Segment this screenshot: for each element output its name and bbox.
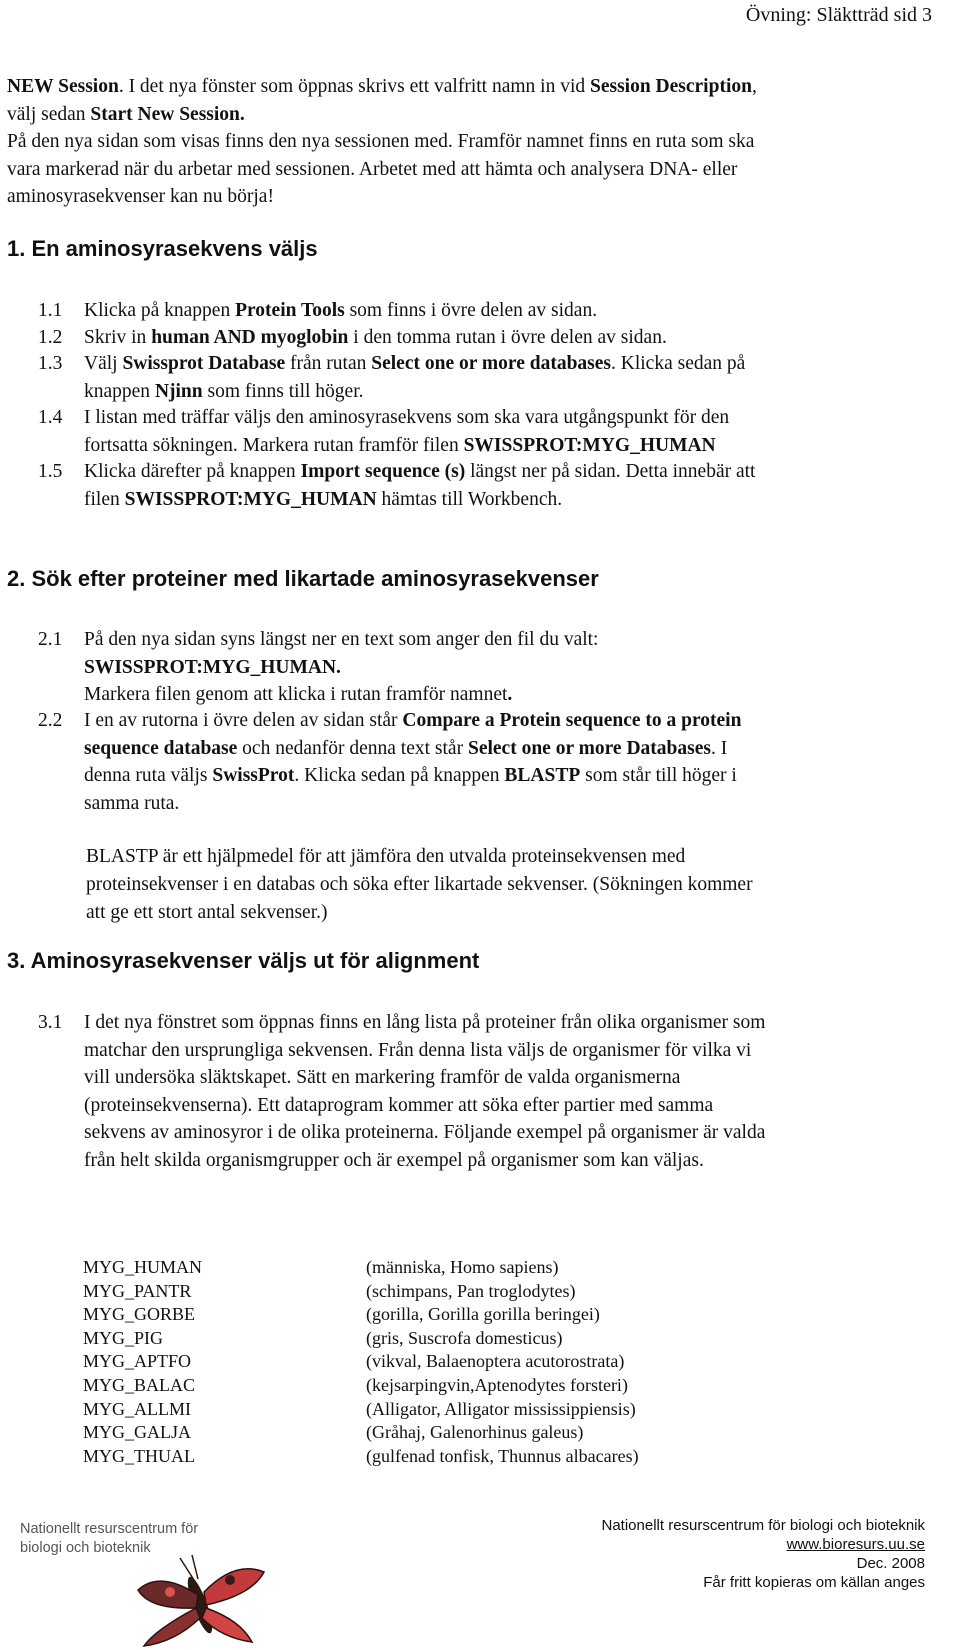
item-text <box>84 707 944 817</box>
organism-description: (vikval, Balaenoptera acutorostrata) <box>366 1351 625 1372</box>
footer-date: Dec. 2008 <box>856 1555 925 1572</box>
text-segment: som finns till höger. <box>202 380 364 402</box>
organism-description: (kejsarpingvin,Aptenodytes forsteri) <box>366 1374 628 1395</box>
item-text <box>84 404 944 459</box>
logo-line-2: biologi och bioteknik <box>20 1540 151 1556</box>
item-number: 1.2 <box>38 327 63 348</box>
bold-text: Swissprot Database <box>122 353 286 374</box>
item-line: I det nya fönstret som öppnas finns en lång lista på proteiner från olika organismer som <box>84 1012 766 1033</box>
bold-text: Protein Tools <box>235 300 345 321</box>
text-segment: , <box>751 76 757 97</box>
bold-text: SWISSPROT:MYG_HUMAN <box>124 488 377 510</box>
bold-text: BLASTP <box>504 765 581 786</box>
item-text <box>84 350 944 405</box>
text-segment: och nedanför denna text står <box>237 737 468 759</box>
item-line <box>84 324 944 352</box>
note-line: proteinsekvenser i en databas och söka efter likartade sekvenser. (Sökningen kommer <box>86 874 753 895</box>
item-text <box>84 458 944 513</box>
organism-code: MYG_HUMAN <box>83 1257 203 1277</box>
text-segment: aminosyrasekvenser kan nu börja! <box>7 186 274 207</box>
organism-code: MYG_THUAL <box>83 1445 195 1466</box>
footer-org: Nationellt resurscentrum för biologi och bioteknik <box>601 1517 925 1534</box>
text-segment: som finns i övre delen av sidan. <box>344 300 598 321</box>
organism-description: (Gråhaj, Galenorhinus galeus) <box>366 1422 584 1443</box>
text-segment: Välj <box>84 353 123 374</box>
text-segment: från rutan <box>285 353 372 374</box>
intro-line <box>7 101 952 129</box>
organism-code: MYG_BALAC <box>83 1374 196 1395</box>
item-text <box>84 297 944 325</box>
intro-line <box>7 73 952 101</box>
item-line: matchar den ursprungliga sekvensen. Från denna lista väljs de organismer för vilka vi <box>84 1039 752 1061</box>
bold-text: SWISSPROT:MYG_HUMAN. <box>84 656 341 678</box>
item-line <box>84 432 944 460</box>
item-line: vill undersöka släktskapet. Sätt en markering framför de valda organismerna <box>84 1067 681 1088</box>
item-line <box>84 626 944 654</box>
organism-code: MYG_PANTR <box>83 1280 192 1301</box>
text-segment: Markera filen genom att klicka i rutan framför namnet <box>84 684 508 705</box>
text-segment: I en av rutorna i övre delen av sidan står <box>84 710 403 731</box>
item-line: från helt skilda organismgrupper och är exempel på organismer som kan väljas. <box>84 1149 704 1171</box>
item-line <box>84 654 944 682</box>
text-segment: På den nya sidan som visas finns den nya sessionen med. Framför namnet finns en ruta som ska <box>7 131 755 152</box>
item-number: 1.3 <box>38 353 63 374</box>
item-line <box>84 790 944 818</box>
bold-text: Start New Session. <box>90 103 245 125</box>
item-line: (proteinsekvenserna). Ett dataprogram kommer att söka efter partier med samma <box>84 1094 714 1116</box>
intro-line <box>7 156 952 184</box>
organism-description: (Alligator, Alligator mississippiensis) <box>366 1398 636 1419</box>
item-line: sekvens av aminosyror i de olika proteinerna. Följande exempel på organismer är valda <box>84 1122 766 1143</box>
item-text <box>84 324 944 352</box>
text-segment: På den nya sidan syns längst ner en text som anger den fil du valt: <box>84 629 599 650</box>
logo-line-1: Nationellt resurscentrum för <box>20 1521 199 1537</box>
organism-description: (gulfenad tonfisk, Thunnus albacares) <box>366 1445 639 1466</box>
item-number: 1.1 <box>38 300 63 321</box>
footer-copy: Får fritt kopieras om källan anges <box>703 1574 925 1591</box>
bold-text: sequence database <box>84 737 238 759</box>
text-segment: denna ruta väljs <box>84 765 213 786</box>
item-line <box>84 404 944 432</box>
item-line <box>84 458 944 486</box>
item-text <box>84 1009 944 1174</box>
text-segment: vara markerad när du arbetar med sessionen. Arbetet med att hämta och analysera DNA- eller <box>7 158 738 180</box>
organism-description: (schimpans, Pan troglodytes) <box>366 1280 576 1301</box>
bold-text: Compare a Protein sequence to a protein <box>402 710 742 731</box>
item-line <box>84 707 944 735</box>
text-segment: filen <box>84 488 125 510</box>
organism-code: MYG_GORBE <box>83 1304 196 1325</box>
text-segment: Klicka på knappen <box>84 300 236 321</box>
note-line: BLASTP är ett hjälpmedel för att jämföra den utvalda proteinsekvensen med <box>86 846 686 867</box>
organism-description: (gorilla, Gorilla gorilla beringei) <box>366 1304 600 1325</box>
item-line <box>84 297 944 325</box>
organism-code: MYG_APTFO <box>83 1351 192 1372</box>
footer-info <box>602 1516 926 1592</box>
text-segment: I listan med träffar väljs den aminosyrasekvens som ska vara utgångspunkt för den <box>84 407 730 428</box>
text-segment: välj sedan <box>7 103 91 125</box>
item-line <box>84 378 944 406</box>
moth-logo-icon <box>130 1550 270 1650</box>
item-line <box>84 681 944 709</box>
text-segment: hämtas till Workbench. <box>376 488 563 510</box>
footer-url-link[interactable]: www.bioresurs.uu.se <box>786 1536 925 1553</box>
bold-text: Select one or more databases <box>371 353 611 374</box>
text-segment: samma ruta. <box>84 792 180 814</box>
item-line <box>84 350 944 378</box>
item-line <box>84 486 944 514</box>
page-header: Övning: Släktträd sid 3 <box>745 4 932 26</box>
section-1-title: 1. En aminosyrasekvens väljs <box>7 236 318 261</box>
item-line <box>84 762 944 790</box>
section-2-title: 2. Sök efter proteiner med likartade aminosyrasekvenser <box>7 566 599 591</box>
item-number: 1.4 <box>38 407 63 428</box>
text-segment: Klicka därefter på knappen <box>84 461 301 482</box>
intro-paragraph <box>7 73 952 211</box>
note-line: att ge ett stort antal sekvenser.) <box>86 902 328 923</box>
bold-text: Select one or more Databases <box>467 737 711 759</box>
text-segment: längst ner på sidan. Detta innebär att <box>465 461 756 482</box>
bold-text: SWISSPROT:MYG_HUMAN <box>463 434 716 456</box>
item-number: 3.1 <box>38 1012 63 1033</box>
intro-line <box>7 128 952 156</box>
text-segment: . I <box>710 737 728 759</box>
bold-text: . <box>507 684 513 705</box>
bold-text: human AND myoglobin <box>151 327 349 348</box>
blastp-note <box>86 843 946 927</box>
item-number: 1.5 <box>38 461 63 482</box>
text-segment: Skriv in <box>84 327 152 348</box>
bold-text: NEW Session <box>7 76 119 97</box>
text-segment: . Klicka sedan på <box>611 353 746 374</box>
text-segment: fortsatta sökningen. Markera rutan framför filen <box>84 434 464 456</box>
bold-text: Import sequence (s) <box>300 461 466 482</box>
item-text <box>84 626 944 709</box>
organism-description: (gris, Suscrofa domesticus) <box>366 1327 563 1348</box>
item-number: 2.1 <box>38 629 63 650</box>
organism-description: (människa, Homo sapiens) <box>366 1257 559 1277</box>
intro-line <box>7 183 952 211</box>
bold-text: Njinn <box>154 380 203 402</box>
text-segment: . Klicka sedan på knappen <box>294 765 505 786</box>
organism-code: MYG_PIG <box>83 1327 164 1348</box>
organism-code: MYG_GALJA <box>83 1422 191 1443</box>
item-line <box>84 735 944 763</box>
text-segment: . I det nya fönster som öppnas skrivs ett valfritt namn in vid <box>118 76 590 97</box>
item-number: 2.2 <box>38 710 63 731</box>
bold-text: SwissProt <box>212 765 295 786</box>
text-segment: som står till höger i <box>580 765 737 786</box>
organism-code: MYG_ALLMI <box>83 1398 191 1419</box>
section-3-title: 3. Aminosyrasekvenser väljs ut för alignment <box>7 948 480 973</box>
bold-text: Session Description <box>589 76 752 97</box>
text-segment: i den tomma rutan i övre delen av sidan. <box>348 327 667 348</box>
text-segment: knappen <box>84 380 155 402</box>
